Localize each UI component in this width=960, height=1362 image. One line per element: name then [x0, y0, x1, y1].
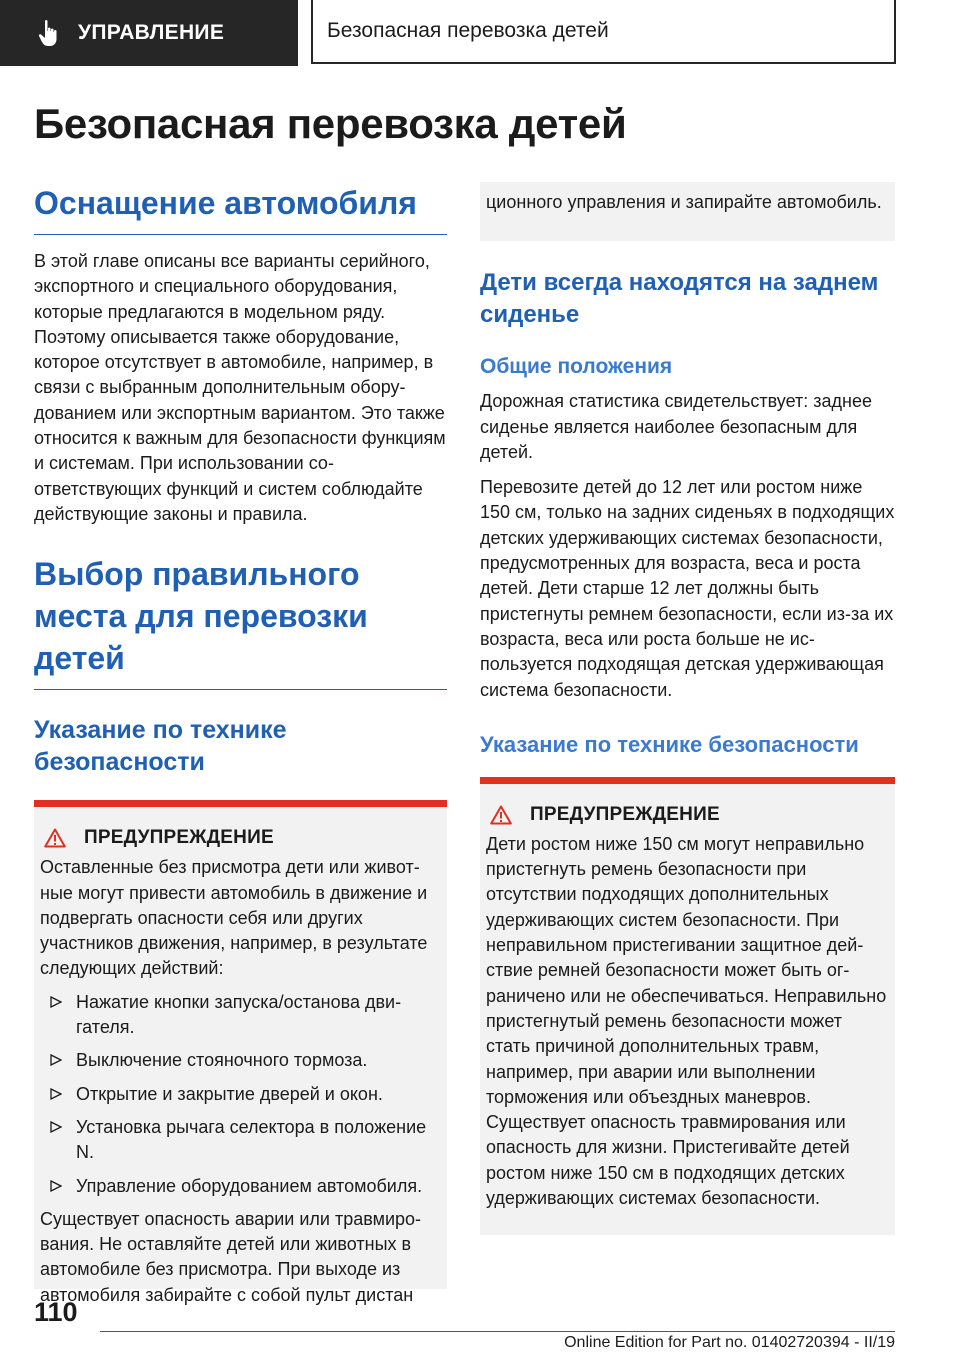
- general-heading: Общие положения: [480, 355, 673, 379]
- list-item-text: Управление оборудованием автомобиля.: [76, 1175, 423, 1196]
- back-seat-heading: Дети всегда находятся на заднем сиденье: [480, 269, 879, 329]
- list-item-text: Нажатие кнопки запуска/останова двигателя.: [76, 991, 402, 1038]
- warning-tail: Существует опасность аварии или травмирования. Не оставляйте детей или животных в автомобиле без присмотра. При выходе из автомобиля забирайте с собой пульт дистан: [40, 1208, 422, 1305]
- list-item: [50, 1082, 441, 1107]
- warning-title: ПРЕДУПРЕЖДЕНИЕ: [84, 827, 274, 849]
- page-number: 110: [34, 1297, 78, 1327]
- safety-note-heading: Указание по технике безопасности: [34, 716, 287, 777]
- choice-heading-block: [34, 553, 447, 690]
- bullet-triangle-icon: [50, 1180, 62, 1192]
- list-item: [50, 1115, 441, 1166]
- section-tab-label: УПРАВЛЕНИЕ: [78, 21, 225, 44]
- hand-pointer-icon: [38, 19, 60, 47]
- bullet-triangle-icon: [50, 1054, 62, 1066]
- equipment-heading: Оснащение автомобиля: [34, 185, 417, 221]
- footer-divider: [100, 1331, 895, 1332]
- warning-header: [40, 827, 441, 849]
- stats-paragraph: Дорожная статистика свидетельствует: заднее сиденье является наиболее безопасным для детей.: [480, 391, 872, 462]
- warning-text: Дети ростом ниже 150 см могут неправильно пристегнуть ремень безопасности при отсутствии подходящих дополнительных удерживающих систем безопасности. При неправильном пристегивании защитное действие ремней безопасности может быть ограничено или не обеспечиваться. Неправильно пристегнутый ремень безопасности может стать причиной дополнительных травм, например, при аварии или выполнении торможения или объездных маневров. Существует опасность травмирования или опасность для жизни. Пристегивайте детей ростом ниже 150 см в подходящих детских удерживающих системах безопасности.: [486, 833, 887, 1209]
- warning-header: [486, 804, 889, 826]
- safety-note-heading-right: Указание по технике безопасности: [480, 731, 859, 757]
- list-item-text: Установка рычага селектора в положение N.: [76, 1116, 427, 1163]
- page-title: Безопасная перевозка детей: [34, 100, 627, 147]
- warning-title: ПРЕДУПРЕЖДЕНИЕ: [530, 803, 720, 825]
- list-item: [50, 1048, 441, 1073]
- warning-triangle-icon: [44, 828, 66, 848]
- warning-continuation-text: ционного управления и запирайте автомобиль.: [486, 192, 882, 212]
- section-tab[interactable]: [0, 0, 298, 66]
- list-item: [50, 1174, 441, 1199]
- top-bar: [0, 0, 960, 66]
- warning-intro: Оставленные без присмотра дети или животные могут привести автомобиль в движение и подвергать опасности себя или других участников движения, например, в результате следующих действий:: [40, 857, 428, 979]
- chapter-tab[interactable]: [311, 0, 896, 64]
- edition-info: Online Edition for Part no. 01402720394 - II/19: [564, 1334, 895, 1351]
- chapter-tab-label: Безопасная перевозка детей: [327, 19, 609, 42]
- bullet-triangle-icon: [50, 1121, 62, 1133]
- warning-box: [34, 800, 447, 1305]
- list-item-text: Открытие и закрытие дверей и окон.: [76, 1083, 383, 1104]
- warning-box-right: [480, 777, 895, 1235]
- warning-triangle-icon: [490, 805, 512, 825]
- right-column: [480, 182, 895, 1235]
- warning-continuation-box: [480, 182, 895, 241]
- list-item-text: Выключение стояночного тормоза.: [76, 1050, 368, 1071]
- left-column: [34, 182, 447, 1305]
- list-item: [50, 990, 441, 1041]
- bullet-triangle-icon: [50, 1088, 62, 1100]
- choice-heading: Выбор правильного места для перевозки детей: [34, 556, 368, 677]
- equipment-paragraph: В этой главе описаны все варианты серийного, экспортного и специального оборудования, которые предлагаются в модельном ряду. Поэтому описывается также оборудование, которое отсутствует в автомобиле, например, в связи с выбранным дополнительным оборудованием или экспортным вариантом. Это также относится к важным для безопасности функциям и системам. При использовании соответствующих функций и систем соблюдайте действующие законы и правила.: [34, 251, 446, 524]
- transport-paragraph: Перевозите детей до 12 лет или ростом ниже 150 см, только на задних сиденьях в подходящих детских удерживающих системах безопасности, предусмотренных для возраста, веса и роста детей. Дети старше 12 лет должны быть пристегнуты ремнем безопасности, если из-за их возраста, веса или роста больше не используется подходящая детская удерживающая система безопасности.: [480, 477, 895, 700]
- equipment-heading-block: [34, 182, 447, 235]
- bullet-triangle-icon: [50, 996, 62, 1008]
